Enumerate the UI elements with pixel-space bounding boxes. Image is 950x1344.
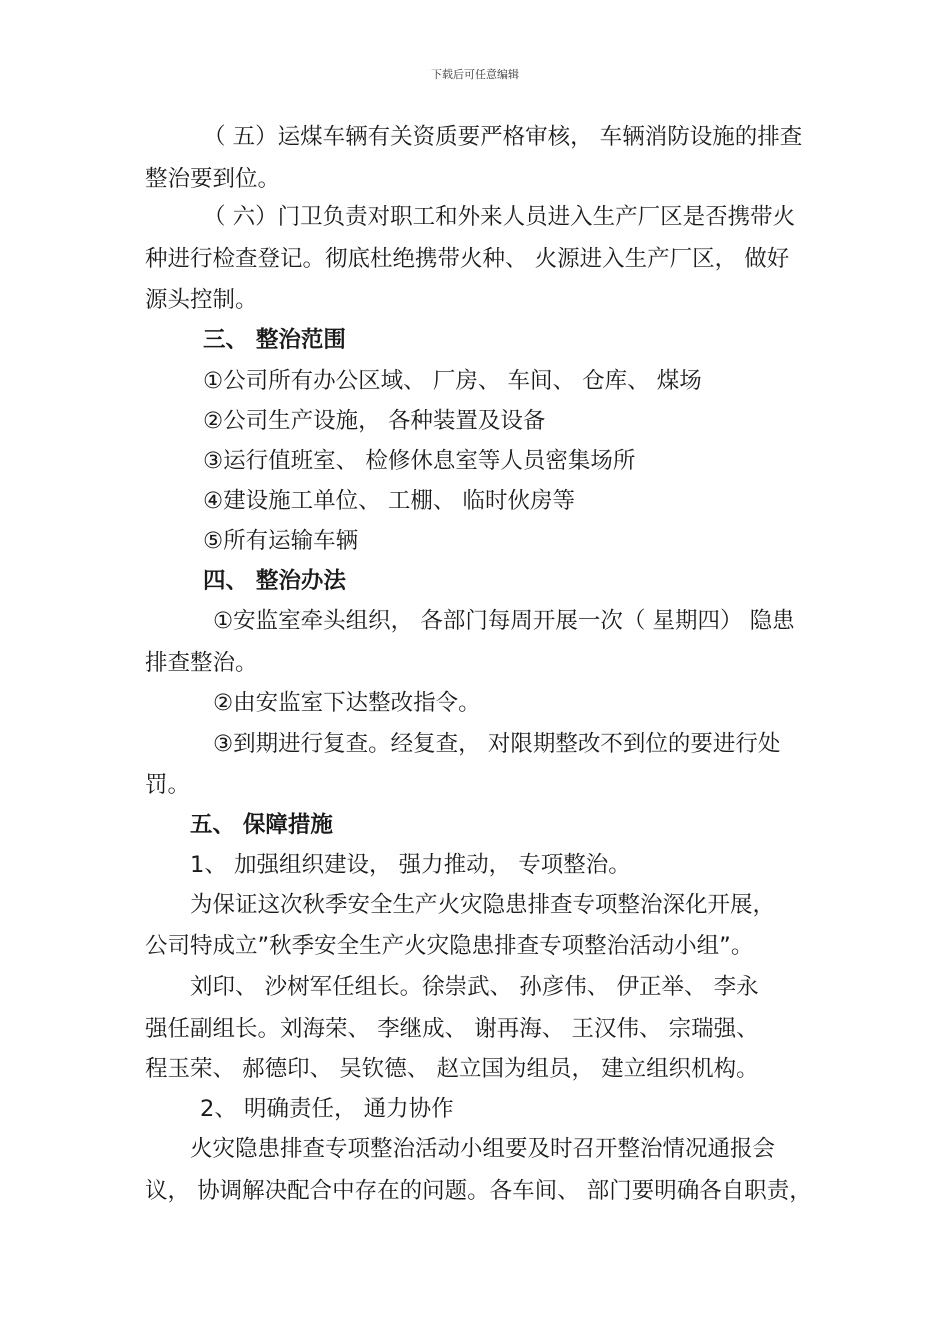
paragraph-line: 程玉荣、 郝德印、 吴钦德、 赵立国为组员， 建立组织机构。 [145,1056,759,1082]
paragraph-line: 种进行检查登记。彻底杜绝携带火种、 火源进入生产厂区， 做好 [145,246,790,272]
paragraph-line: 火灾隐患排查专项整治活动小组要及时召开整治情况通报会 [190,1136,776,1162]
section-heading: 五、 保障措施 [190,812,333,838]
paragraph-line: 公司特成立”秋季安全生产火灾隐患排查专项整治活动小组”。 [145,933,754,959]
section-heading: 三、 整治范围 [203,327,346,353]
paragraph-line: （ 六）门卫负责对职工和外来人员进入生产厂区是否携带火 [203,204,796,230]
paragraph-line: 强任副组长。刘海荣、 李继成、 谢再海、 王汉伟、 宗瑞强、 [145,1016,759,1042]
paragraph-line: ③到期进行复查。经复查， 对限期整改不到位的要进行处 [213,731,781,757]
paragraph-line: 为保证这次秋季安全生产火灾隐患排查专项整治深化开展， [190,892,776,918]
list-item: ②公司生产设施， 各种装置及设备 [203,408,546,434]
paragraph-line: 整治要到位。 [145,166,281,192]
subheading: 2、 明确责任， 通力协作 [200,1096,454,1122]
paragraph-line: （ 五）运煤车辆有关资质要严格审核， 车辆消防设施的排查 [203,124,803,150]
list-item: ③运行值班室、 检修休息室等人员密集场所 [203,448,636,474]
paragraph-line: 议， 协调解决配合中存在的问题。各车间、 部门要明确各自职责， [145,1178,812,1204]
paragraph-line: 源头控制。 [145,287,258,313]
subheading: 1、 加强组织建设， 强力推动， 专项整治。 [190,852,631,878]
paragraph-line: 刘印、 沙树军任组长。徐崇武、 孙彦伟、 伊正举、 李永 [190,974,759,1000]
list-item: ①公司所有办公区域、 厂房、 车间、 仓库、 煤场 [203,368,702,394]
page-header: 下载后可任意编辑 [431,68,519,81]
paragraph-line: ②由安监室下达整改指令。 [213,690,481,716]
paragraph-line: ①安监室牵头组织， 各部门每周开展一次（ 星期四） 隐患 [213,608,795,634]
paragraph-line: 罚。 [145,772,191,798]
section-heading: 四、 整治办法 [203,568,346,594]
list-item: ⑤所有运输车辆 [203,528,359,554]
list-item: ④建设施工单位、 工棚、 临时伙房等 [203,488,575,514]
paragraph-line: 排查整治。 [145,650,258,676]
